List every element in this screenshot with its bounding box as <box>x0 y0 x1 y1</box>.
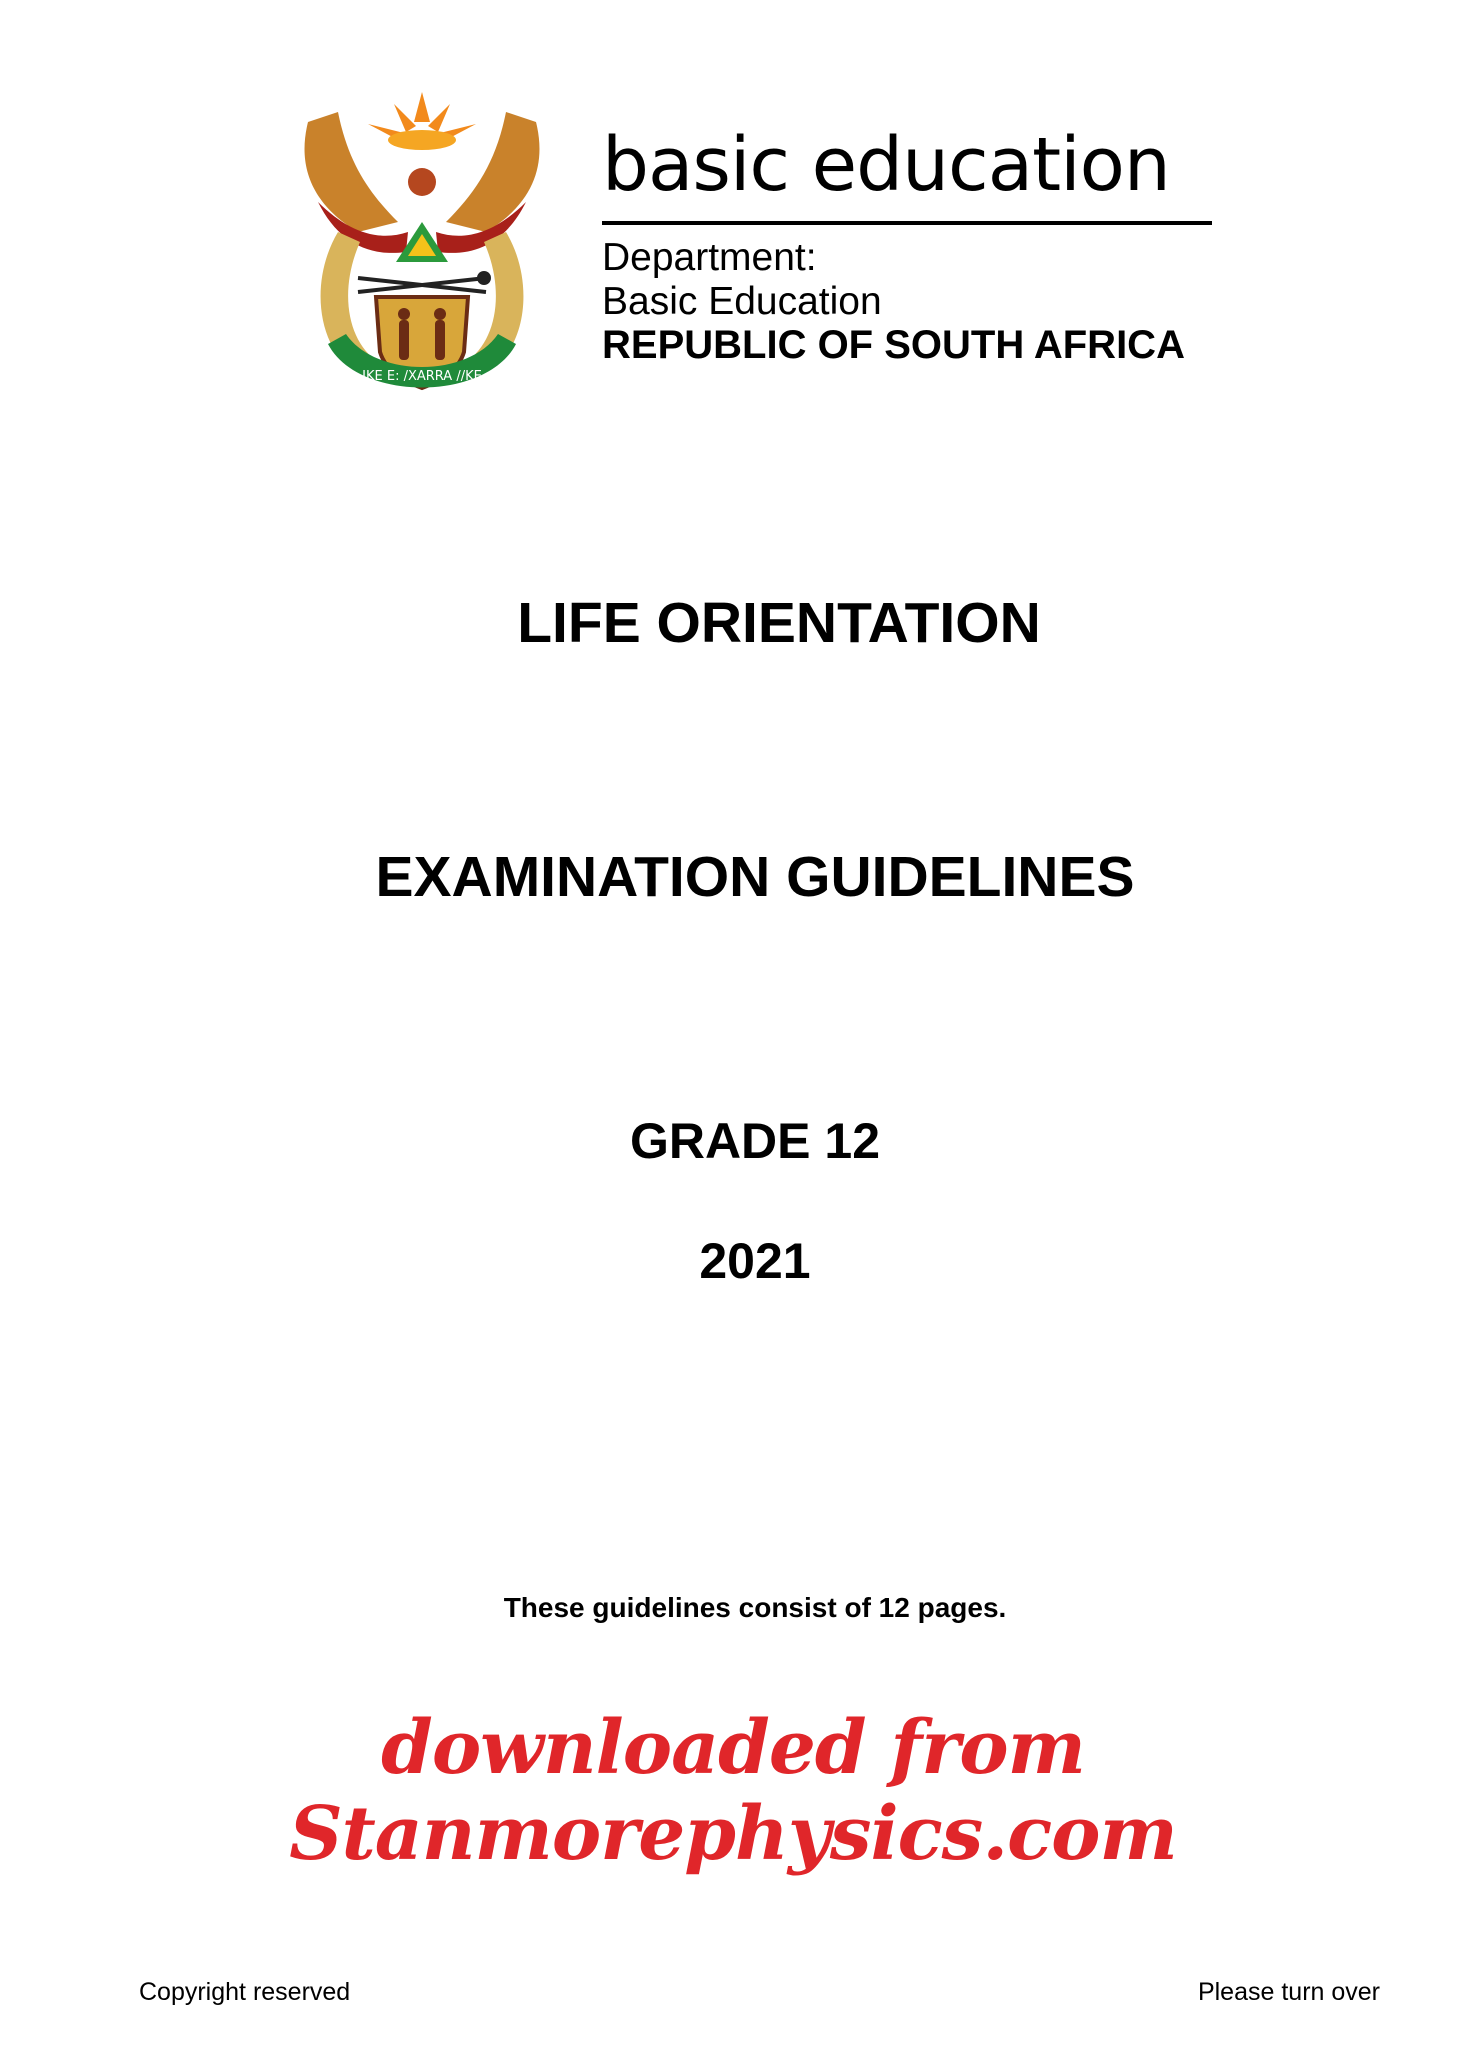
logo-motto: IKE E: /XARRA //KE <box>362 369 482 384</box>
grade-label: GRADE 12 <box>629 1113 881 1169</box>
footer-copyright: Copyright reserved <box>139 1978 351 2006</box>
brand-wordmark: basic education <box>602 122 1170 208</box>
document-type: EXAMINATION GUIDELINES <box>375 845 1135 909</box>
year-label: 2021 <box>699 1233 811 1289</box>
brand-divider <box>602 221 1212 225</box>
department-name: Basic Education <box>602 280 882 323</box>
country-name: REPUBLIC OF SOUTH AFRICA <box>602 323 1185 367</box>
department-label: Department: <box>602 236 817 279</box>
page-count-note: These guidelines consist of 12 pages. <box>503 1592 1007 1623</box>
download-watermark: downloaded from Stanmorephysics.com <box>289 1705 1177 1877</box>
footer-turn-over: Please turn over <box>1197 1978 1380 2006</box>
coat-of-arms-logo <box>298 82 546 394</box>
sun-icon <box>368 92 476 150</box>
subject-title: LIFE ORIENTATION <box>517 591 1041 655</box>
